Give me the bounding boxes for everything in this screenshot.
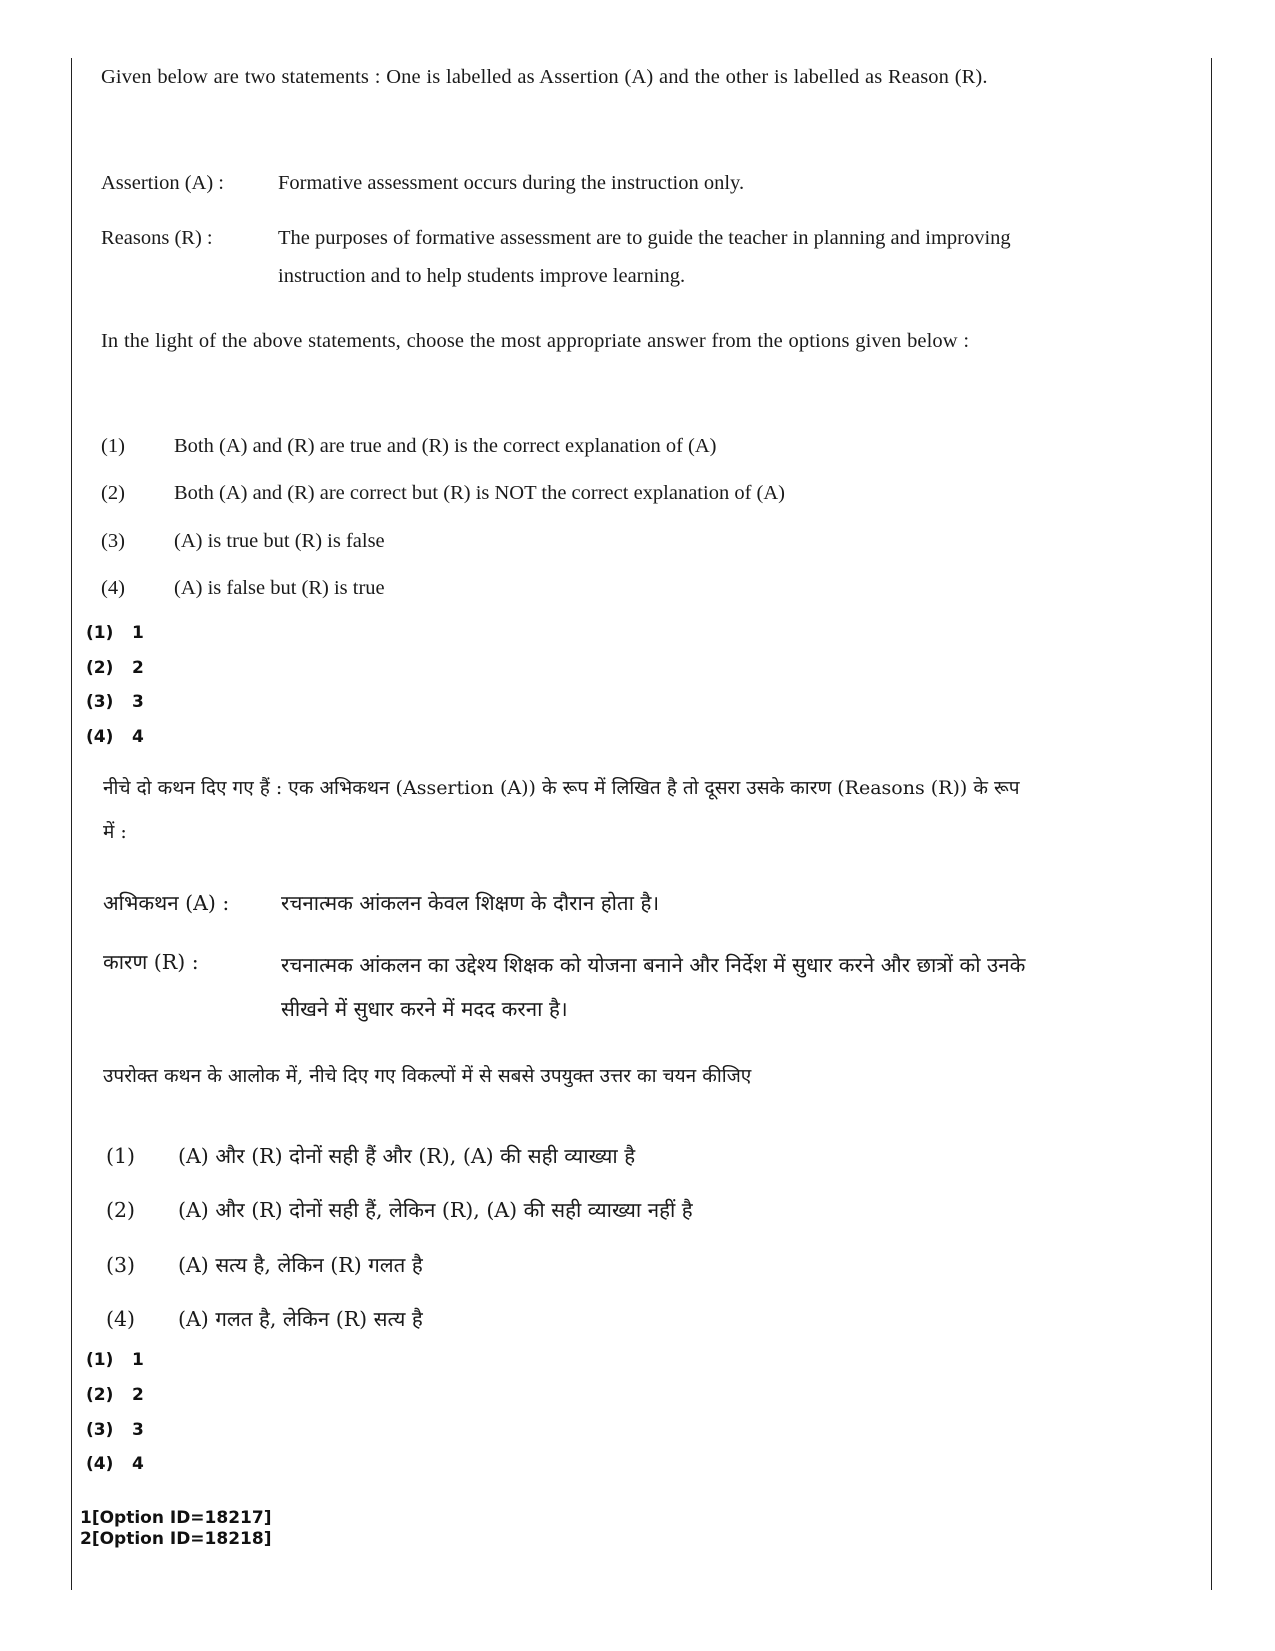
- answer-choice-value: 3: [132, 692, 144, 712]
- hindi-option-number: (2): [106, 1198, 136, 1222]
- answer-choice-number: (3): [86, 692, 114, 712]
- answer-choice-value: 1: [132, 1350, 144, 1370]
- answer-choice-value: 4: [132, 727, 144, 747]
- option-id-line: 1[Option ID=18217]: [80, 1508, 272, 1528]
- answer-choice-value: 1: [132, 623, 144, 643]
- answer-choice[interactable]: [86, 725, 144, 749]
- answer-choice-number: (4): [86, 1454, 114, 1474]
- answer-choice[interactable]: [86, 1452, 144, 1476]
- answer-choice-value: 2: [132, 1385, 144, 1405]
- english-option-number: (3): [101, 530, 125, 552]
- answer-choice-value: 3: [132, 1420, 144, 1440]
- hindi-option-number: (1): [106, 1144, 136, 1168]
- hindi-option-number: (4): [106, 1307, 136, 1331]
- answer-choice-number: (4): [86, 727, 114, 747]
- english-assertion-text: Formative assessment occurs during the instruction only.: [278, 172, 745, 194]
- answer-choice[interactable]: [86, 690, 144, 714]
- english-option-number: (4): [101, 577, 125, 599]
- english-reason-label: Reasons (R) :: [101, 227, 213, 249]
- right-margin-rule: [1211, 58, 1212, 1590]
- hindi-reason-label: कारण (R) :: [103, 950, 199, 974]
- hindi-option-text: (A) और (R) दोनों सही हैं, लेकिन (R), (A) की सही व्याख्या नहीं है: [178, 1198, 693, 1222]
- hindi-assertion-text: रचनात्मक आंकलन केवल शिक्षण के दौरान होता है।: [281, 891, 660, 915]
- answer-choice-number: (1): [86, 623, 114, 643]
- hindi-intro: नीचे दो कथन दिए गए हैं : एक अभिकथन (Assertion (A)) के रूप में लिखित है तो दूसरा उसके कारण (Reasons (R)) के रूप में :: [103, 777, 1020, 843]
- answer-choice-number: (3): [86, 1420, 114, 1440]
- hindi-option-text: (A) गलत है, लेकिन (R) सत्य है: [178, 1307, 423, 1331]
- answer-choice-value: 4: [132, 1454, 144, 1474]
- english-reason-text: The purposes of formative assessment are to guide the teacher in planning and improving instruction and to help students improve learning.: [278, 227, 1011, 287]
- english-assertion-label: Assertion (A) :: [101, 172, 224, 194]
- answer-choice[interactable]: [86, 1383, 144, 1407]
- english-question: In the light of the above statements, choose the most appropriate answer from the options given below :: [101, 330, 970, 352]
- answer-choice[interactable]: [86, 621, 144, 645]
- english-option-text: Both (A) and (R) are true and (R) is the correct explanation of (A): [174, 435, 717, 457]
- answer-choice-value: 2: [132, 658, 144, 678]
- hindi-option-number: (3): [106, 1253, 136, 1277]
- hindi-assertion-label: अभिकथन (A) :: [103, 891, 230, 915]
- english-option-text: Both (A) and (R) are correct but (R) is NOT the correct explanation of (A): [174, 482, 785, 504]
- answer-choice-number: (2): [86, 1385, 114, 1405]
- left-margin-rule: [71, 58, 72, 1590]
- english-option-text: (A) is false but (R) is true: [174, 577, 385, 599]
- answer-choice[interactable]: [86, 1418, 144, 1442]
- hindi-option-text: (A) सत्य है, लेकिन (R) गलत है: [178, 1253, 423, 1277]
- english-option-text: (A) is true but (R) is false: [174, 530, 385, 552]
- english-option-number: (1): [101, 435, 125, 457]
- english-intro: Given below are two statements : One is labelled as Assertion (A) and the other is labelled as Reason (R).: [101, 66, 988, 88]
- hindi-reason-text: रचनात्मक आंकलन का उद्देश्य शिक्षक को योजना बनाने और निर्देश में सुधार करने और छात्रों को उनके सीखने में सुधार करने में मदद करना है।: [281, 953, 1026, 1021]
- answer-choice[interactable]: [86, 1348, 144, 1372]
- answer-choice-number: (2): [86, 658, 114, 678]
- answer-choice[interactable]: [86, 656, 144, 680]
- hindi-question: उपरोक्त कथन के आलोक में, नीचे दिए गए विकल्पों में से सबसे उपयुक्त उत्तर का चयन कीजिए: [103, 1065, 752, 1087]
- option-id-line: 2[Option ID=18218]: [80, 1529, 272, 1549]
- english-option-number: (2): [101, 482, 125, 504]
- answer-choice-number: (1): [86, 1350, 114, 1370]
- hindi-option-text: (A) और (R) दोनों सही हैं और (R), (A) की सही व्याख्या है: [178, 1144, 636, 1168]
